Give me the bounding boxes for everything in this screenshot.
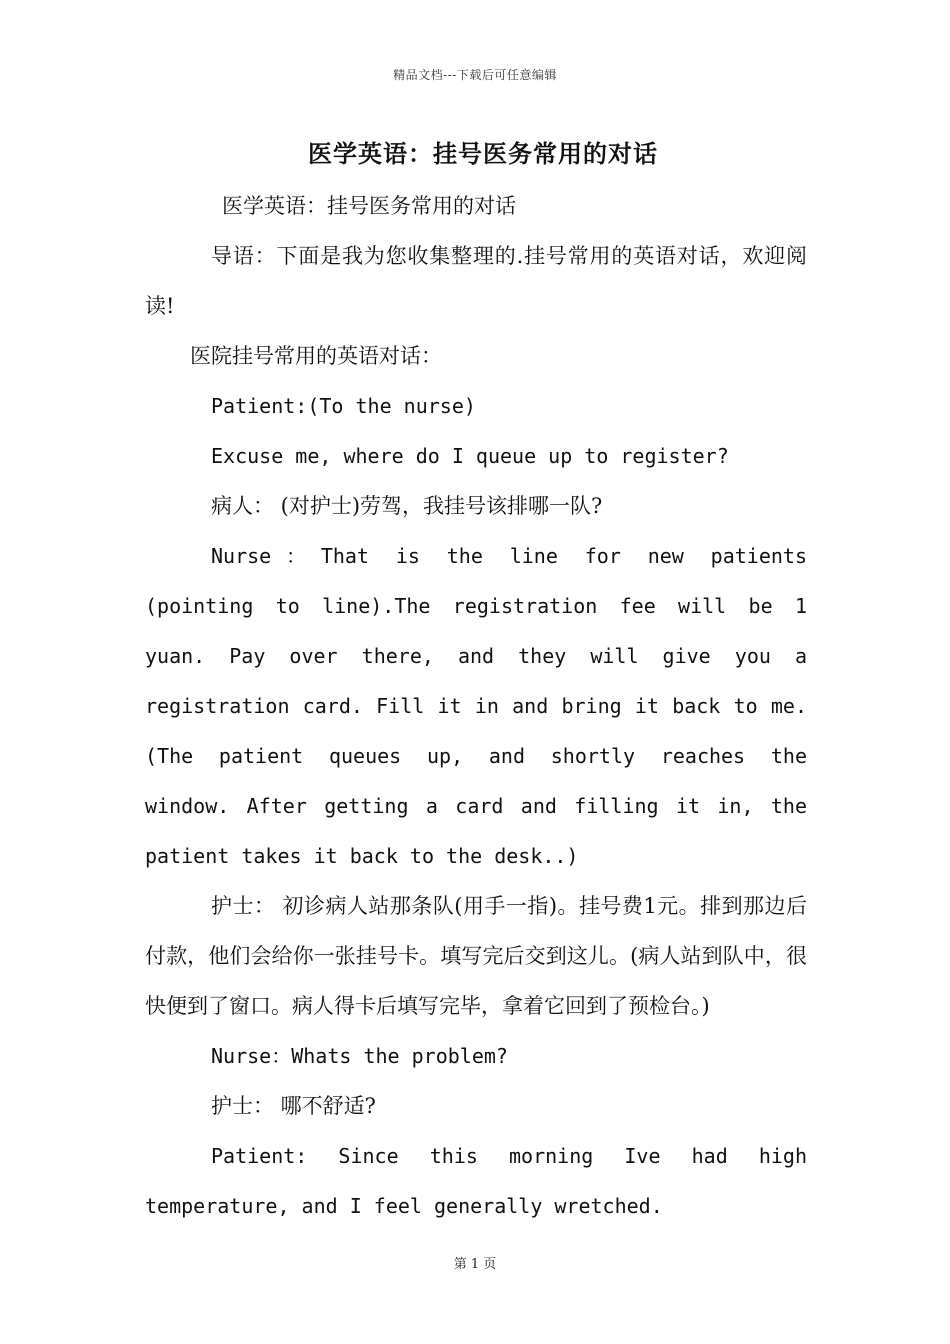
section-heading: 医院挂号常用的英语对话： [190,344,442,368]
intro-paragraph: 导语：下面是我为您收集整理的.挂号常用的英语对话，欢迎阅读! [145,244,807,318]
dialogue-line: 护士： 哪不舒适? [211,1094,376,1118]
dialogue-line: Excuse me, where do I queue up to register? [211,444,729,468]
dialogue-line: Nurse：Whats the problem? [211,1044,508,1068]
dialogue-line: Patient:(To the nurse) [211,394,476,418]
document-title: 医学英语：挂号医务常用的对话 [308,139,658,168]
dialogue-line: Nurse：That is the line for new patients (pointing to line).The registration fee will be 1 yuan. Pay over there, and they will give you a registration card. Fill it in and bring it back to me. (The patient queues up, and shortly reaches the window. After getting a card and filling it in, the patient takes it back to the desk..) [145,544,807,868]
dialogue-line: Patient: Since this morning Ive had high temperature, and I feel generally wretched. [145,1144,807,1218]
page-header: 精品文档---下载后可任意编辑 [393,68,557,82]
dialogue-line: 护士： 初诊病人站那条队(用手一指)。挂号费1元。排到那边后付款，他们会给你一张挂号卡。填写完后交到这儿。(病人站到队中，很快便到了窗口。病人得卡后填写完毕，拿着它回到了预检台。) [145,894,807,1018]
page-number: 第 1 页 [453,1257,497,1272]
subtitle-paragraph: 医学英语：挂号医务常用的对话 [222,194,516,218]
document-body [145,181,807,1231]
dialogue-line: 病人： (对护士)劳驾，我挂号该排哪一队? [211,494,603,518]
